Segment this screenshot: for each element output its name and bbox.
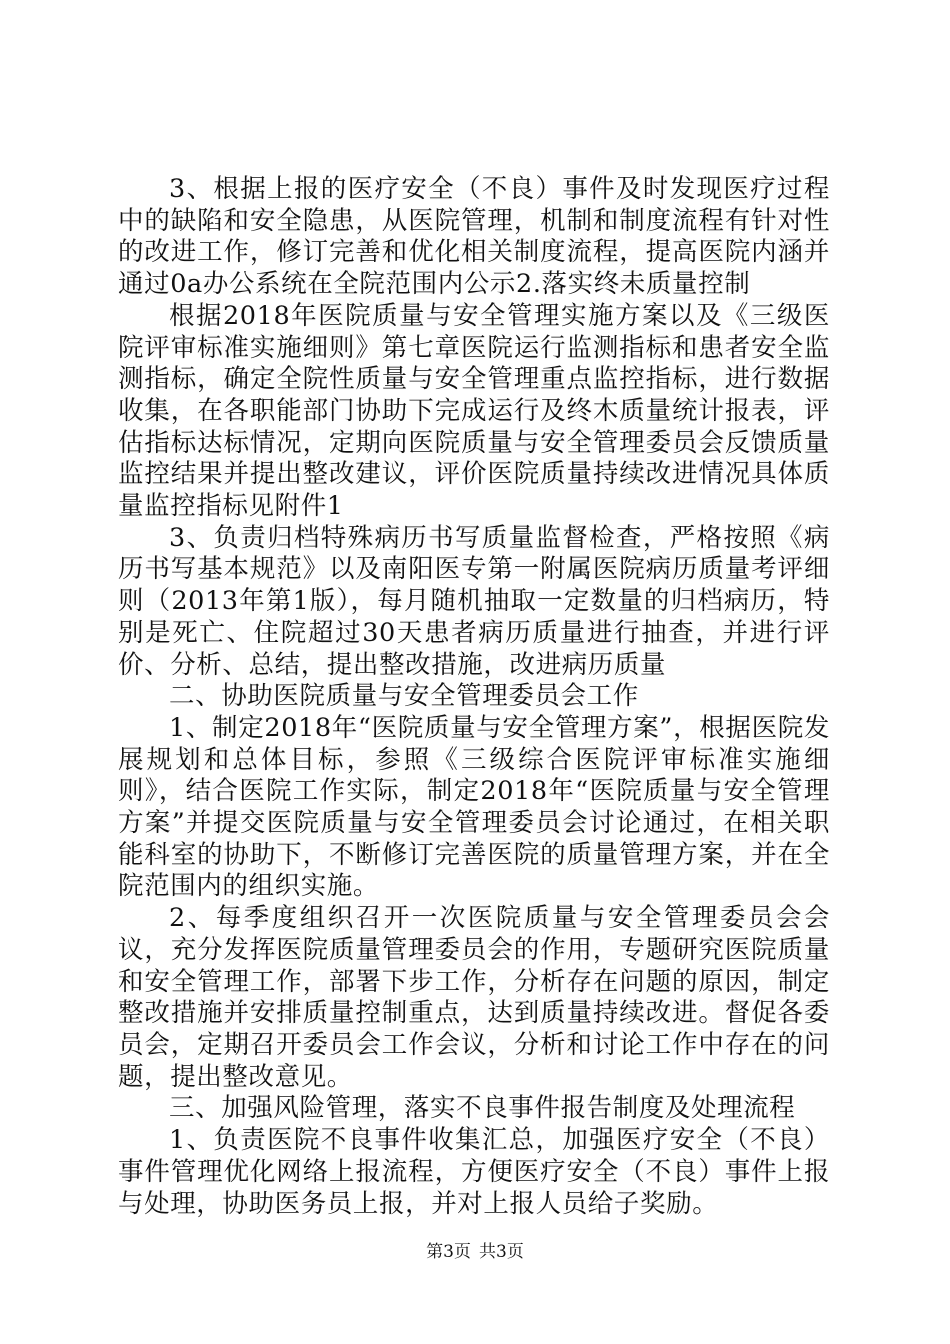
section-heading-committee-assistance: 二、协助医院质量与安全管理委员会工作 [169,681,639,712]
paragraph-adverse-event-collection: 1、负责医院不良事件收集汇总，加强医疗安全（不良）事件管理优化网络上报流程，方便医疗安全（不良）事件上报与处理，协助医务员上报，并对上报人员给子奖励。 [118,1125,830,1219]
paragraph-annual-plan: 1、制定2018年“医院质量与安全管理方案”，根据医院发展规划和总体目标，参照《三级综合医院评审标准实施细则》，结合医院工作实际，制定2018年“医院质量与安全管理方案”并提交医院质量与安全管理委员会讨论通过，在相关职能科室的协助下，不断修订完善医院的质量管理方案，并在全院范围内的组织实施。 [118,712,830,902]
section-heading-risk-management: 三、加强风险管理，落实不良事件报告制度及处理流程 [169,1093,796,1124]
paragraph-quality-event-improvement: 3、根据上报的医疗安全（不良）事件及时发现医疗过程中的缺陷和安全隐患，从医院管理，机制和制度流程有针对性的改进工作，修订完善和优化相关制度流程，提高医院内涵并通过0a办公系统在全院范围内公示2.落实终未质量控制 [118,174,830,300]
document-body [118,174,830,1220]
page-number-current: 第3页 [426,1242,471,1262]
paragraph-monitoring-indicators: 根据2018年医院质量与安全管理实施方案以及《三级医院评审标准实施细则》第七章医院运行监测指标和患者安全监测指标，确定全院性质量与安全管理重点监控指标，进行数据收集，在各职能部门协助下完成运行及终木质量统计报表，评估指标达标情况，定期向医院质量与安全管理委员会反馈质量监控结果并提出整改建议，评价医院质量持续改进情况具体质量监控指标见附件1 [118,300,830,522]
paragraph-quarterly-meeting: 2、每季度组织召开一次医院质量与安全管理委员会会议，充分发挥医院质量管理委员会的作用，专题研究医院质量和安全管理工作，部署下步工作，分析存在问题的原因，制定整改措施并安排质量控制重点，达到质量持续改进。督促各委员会，定期召开委员会工作会议，分析和讨论工作中存在的问题，提出整改意见。 [118,903,830,1092]
paragraph-medical-record-inspection: 3、负责归档特殊病历书写质量监督检查，严格按照《病历书写基本规范》以及南阳医专第一附属医院病历质量考评细则（2013年第1版），每月随机抽取一定数量的归档病历，特别是死亡、住院超过30天患者病历质量进行抽查，并进行评价、分析、总结，提出整改措施，改进病历质量 [118,522,830,680]
page-footer [0,1241,950,1263]
page-number-total: 共3页 [479,1242,524,1262]
